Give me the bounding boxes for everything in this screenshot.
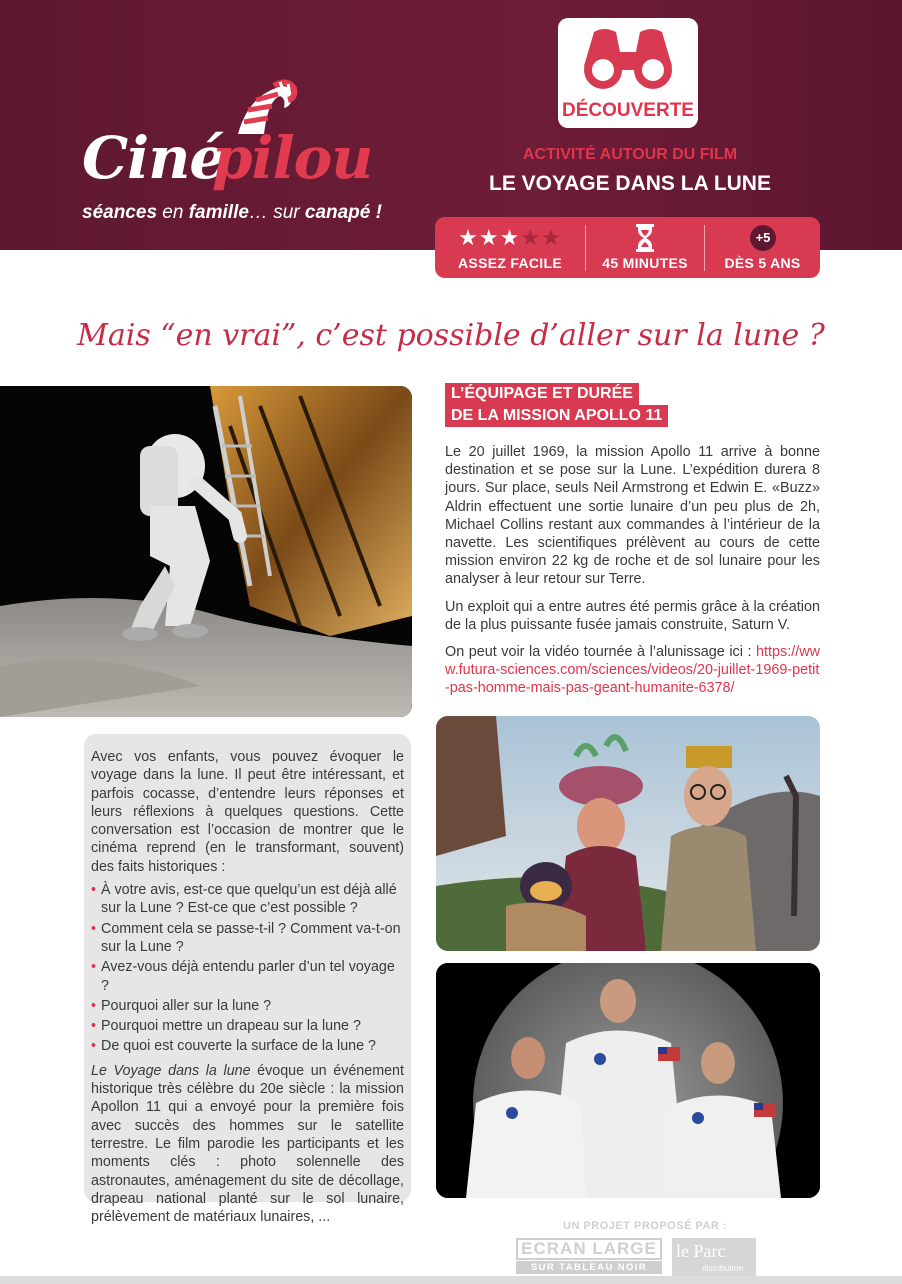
- list-item: • Pourquoi aller sur la lune ?: [91, 997, 404, 1015]
- section-title-line-1: L’ÉQUIPAGE ET DURÉE: [445, 383, 639, 405]
- le-parc-logo: [672, 1238, 756, 1276]
- list-item: • Pourquoi mettre un drapeau sur la lune ?: [91, 1017, 404, 1035]
- star-empty-icon: ★: [541, 225, 562, 250]
- age-cell: [705, 217, 820, 278]
- tagline: séances en famille… sur canapé !: [82, 202, 382, 223]
- apollo-crew-photo: [436, 963, 820, 1198]
- film-still-photo: [436, 716, 820, 951]
- age-label: DÈS 5 ANS: [724, 255, 801, 271]
- logo-pilou-text: pilou: [212, 124, 373, 192]
- difficulty-cell: [435, 217, 585, 278]
- video-intro: On peut voir la vidéo tournée à l’alunissage ici :: [445, 644, 757, 661]
- mission-description: [445, 443, 820, 707]
- star-empty-icon: ★: [520, 225, 542, 250]
- logo-cine-text: Ciné: [82, 124, 226, 192]
- discussion-intro: Avec vos enfants, vous pouvez évoquer le voyage dans la lune. Il peut être intéressant, et parfois cocasse, d’entendre leurs réponses et leurs réflexions à quelques questions. Cette conversation est l’occasion de montrer que le cinéma reprend (en le transformant, souvent) des faits historiques :: [91, 749, 404, 875]
- star-filled-icon: ★: [478, 225, 500, 250]
- discussion-text: [91, 748, 404, 1231]
- section-title-line-2: DE LA MISSION APOLLO 11: [445, 405, 668, 427]
- list-item: • De quoi est couverte la surface de la lune ?: [91, 1037, 404, 1055]
- film-title-italic: Le Voyage dans la lune: [91, 1062, 251, 1079]
- activity-subtitle: ACTIVITÉ AUTOUR DU FILM: [522, 146, 738, 163]
- video-link[interactable]: https://www.futura-sciences.com/sciences/videos/20-juillet-1969-petit-pas-homme-mais-pas-geant-humanite-6378/: [445, 644, 820, 697]
- discussion-outro: Le Voyage dans la lune évoque un événement historique très célèbre du 20e siècle : la mission Apollon 11 qui a envoyé pour la première fois avec succès des hommes sur le satellite terrestre. Le film parodie les participants et les moments clés : photo solennelle des astronautes, aménagement du site de décollage, drapeau national planté sur le sol lunaire, prélèvement de matériaux lunaires, ...: [91, 1062, 404, 1226]
- duration-cell: [586, 217, 704, 278]
- category-card: [558, 18, 698, 128]
- category-label: DÉCOUVERTE: [562, 100, 694, 121]
- partner-1-name: ECRAN LARGE: [516, 1238, 662, 1260]
- binoculars-icon: [580, 26, 676, 92]
- paragraph: Le 20 juillet 1969, la mission Apollo 11 arrive à bonne destination et se pose sur la Lune. L’expédition durera 8 jours. Sur place, seuls Neil Armstrong et Edwin E. «Buzz» Aldrin effectuent une sortie lunaire d’un peu plus de 2h, Michael Collins restant aux commandes à l’intérieur de la navette. Les scientifiques prélèvent au cours de cette mission environ 22 kg de roche et de sol lunaire pour les analyser à leur retour sur Terre.: [445, 444, 820, 588]
- activity-info-bar: [435, 217, 820, 278]
- star-filled-icon: ★: [458, 225, 479, 250]
- header-banner: [0, 0, 902, 250]
- paragraph: Un exploit qui a entre autres été permis grâce à la création de la plus puissante fusée jamais construite, Saturn V.: [445, 598, 820, 633]
- list-item: • Avez-vous déjà entendu parler d’un tel voyage ?: [91, 958, 404, 995]
- hourglass-icon: [635, 224, 655, 252]
- bottom-strip: [0, 1276, 902, 1284]
- ecran-large-logo: [516, 1238, 662, 1274]
- moon-landing-photo: [0, 386, 412, 717]
- page-headline: Mais “en vrai”, c’est possible d’aller sur la lune ?: [77, 318, 825, 353]
- partner-1-subtitle: SUR TABLEAU NOIR: [516, 1261, 662, 1274]
- film-title: LE VOYAGE DANS LA LUNE: [489, 172, 771, 195]
- difficulty-label: ASSEZ FACILE: [458, 255, 562, 271]
- video-paragraph: [445, 643, 820, 698]
- partner-2-name: le Parc: [676, 1241, 726, 1261]
- partner-2-subtitle: distribution: [702, 1263, 744, 1273]
- star-filled-icon: ★: [499, 225, 521, 250]
- cinepilou-logo: [82, 78, 382, 238]
- question-list: [91, 881, 404, 1056]
- age-badge: +5: [750, 225, 776, 251]
- duration-label: 45 MINUTES: [602, 255, 688, 271]
- list-item: • Comment cela se passe-t-il ? Comment va-t-on sur la Lune ?: [91, 920, 404, 957]
- difficulty-stars: [435, 226, 585, 250]
- footer-label: UN PROJET PROPOSÉ PAR :: [563, 1220, 728, 1232]
- list-item: • À votre avis, est-ce que quelqu’un est déjà allé sur la Lune ? Est-ce que c’est possible ?: [91, 881, 404, 918]
